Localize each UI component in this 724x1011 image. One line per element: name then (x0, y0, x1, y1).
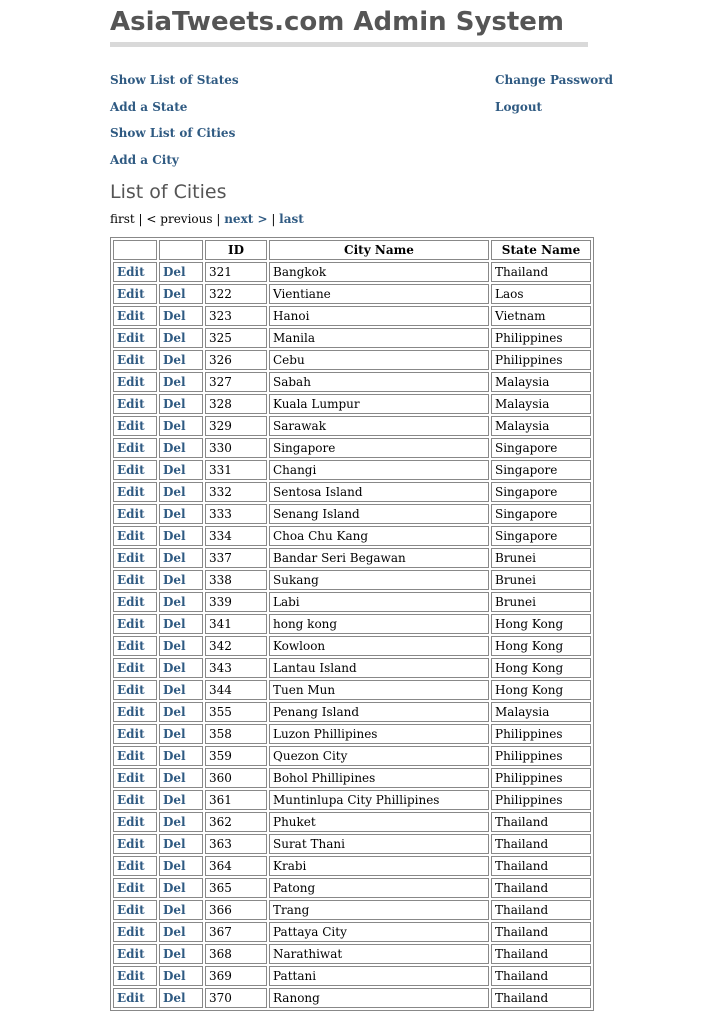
edit-link[interactable]: Edit (117, 397, 145, 411)
delete-link[interactable]: Del (163, 683, 186, 697)
edit-link[interactable]: Edit (117, 947, 145, 961)
cities-table (110, 237, 594, 1011)
city-name: Lantau Island (269, 658, 489, 678)
edit-cell (113, 350, 157, 370)
edit-link[interactable]: Edit (117, 353, 145, 367)
city-id: 328 (205, 394, 267, 414)
header-delete-column (159, 240, 203, 260)
city-name: Trang (269, 900, 489, 920)
delete-link[interactable]: Del (163, 551, 186, 565)
delete-link[interactable]: Del (163, 727, 186, 741)
city-name: Hanoi (269, 306, 489, 326)
table-row (113, 350, 591, 370)
table-row (113, 614, 591, 634)
state-name: Laos (491, 284, 591, 304)
delete-link[interactable]: Del (163, 771, 186, 785)
edit-link[interactable]: Edit (117, 529, 145, 543)
site-title: AsiaTweets.com Admin System (110, 7, 565, 37)
edit-link[interactable]: Edit (117, 661, 145, 675)
state-name: Brunei (491, 592, 591, 612)
edit-cell (113, 988, 157, 1008)
header-city-name: City Name (269, 240, 489, 260)
table-row (113, 328, 591, 348)
pagination (110, 212, 588, 227)
edit-link[interactable]: Edit (117, 617, 145, 631)
city-name: Vientiane (269, 284, 489, 304)
state-name: Malaysia (491, 394, 591, 414)
delete-cell (159, 878, 203, 898)
city-id: 355 (205, 702, 267, 722)
pager-next-link[interactable]: next > (224, 212, 268, 226)
city-name: Quezon City (269, 746, 489, 766)
city-name: Kowloon (269, 636, 489, 656)
table-row (113, 526, 591, 546)
table-row (113, 306, 591, 326)
edit-cell (113, 460, 157, 480)
delete-link[interactable]: Del (163, 331, 186, 345)
edit-link[interactable]: Edit (117, 683, 145, 697)
pager-last-link[interactable]: last (279, 212, 304, 226)
delete-cell (159, 790, 203, 810)
table-row (113, 746, 591, 766)
city-name: Bangkok (269, 262, 489, 282)
table-row (113, 966, 591, 986)
edit-cell (113, 328, 157, 348)
nav-add-state-link[interactable]: Add a State (110, 100, 188, 114)
pager-first: first (110, 212, 135, 226)
delete-link[interactable]: Del (163, 419, 186, 433)
city-id: 343 (205, 658, 267, 678)
edit-link[interactable]: Edit (117, 749, 145, 763)
edit-link[interactable]: Edit (117, 551, 145, 565)
edit-cell (113, 790, 157, 810)
edit-cell (113, 812, 157, 832)
edit-link[interactable]: Edit (117, 705, 145, 719)
edit-cell (113, 306, 157, 326)
city-name: Choa Chu Kang (269, 526, 489, 546)
city-id: 338 (205, 570, 267, 590)
state-name: Malaysia (491, 372, 591, 392)
nav-add-city-link[interactable]: Add a City (110, 153, 179, 167)
city-id: 365 (205, 878, 267, 898)
city-id: 334 (205, 526, 267, 546)
city-id: 326 (205, 350, 267, 370)
delete-cell (159, 614, 203, 634)
table-row (113, 548, 591, 568)
table-row (113, 592, 591, 612)
edit-cell (113, 570, 157, 590)
edit-link[interactable]: Edit (117, 375, 145, 389)
delete-cell (159, 746, 203, 766)
delete-cell (159, 504, 203, 524)
city-name: Tuen Mun (269, 680, 489, 700)
delete-cell (159, 416, 203, 436)
city-name: Cebu (269, 350, 489, 370)
pager-separator: | (212, 212, 225, 226)
edit-link[interactable]: Edit (117, 463, 145, 477)
edit-cell (113, 834, 157, 854)
city-id: 329 (205, 416, 267, 436)
city-id: 333 (205, 504, 267, 524)
edit-cell (113, 746, 157, 766)
delete-link[interactable]: Del (163, 793, 186, 807)
delete-link[interactable]: Del (163, 287, 186, 301)
delete-cell (159, 570, 203, 590)
edit-link[interactable]: Edit (117, 859, 145, 873)
delete-cell (159, 944, 203, 964)
state-name: Singapore (491, 438, 591, 458)
title-divider (110, 42, 588, 47)
pager-separator: | (267, 212, 280, 226)
delete-cell (159, 262, 203, 282)
edit-cell (113, 372, 157, 392)
table-row (113, 394, 591, 414)
table-row (113, 900, 591, 920)
city-name: Muntinlupa City Phillipines (269, 790, 489, 810)
city-name: Labi (269, 592, 489, 612)
nav-show-states-link[interactable]: Show List of States (110, 73, 239, 87)
edit-link[interactable]: Edit (117, 265, 145, 279)
delete-cell (159, 658, 203, 678)
table-row (113, 856, 591, 876)
delete-link[interactable]: Del (163, 859, 186, 873)
edit-cell (113, 658, 157, 678)
table-row (113, 438, 591, 458)
state-name: Philippines (491, 768, 591, 788)
edit-cell (113, 284, 157, 304)
edit-cell (113, 724, 157, 744)
delete-cell (159, 834, 203, 854)
delete-link[interactable]: Del (163, 881, 186, 895)
table-row (113, 570, 591, 590)
city-id: 322 (205, 284, 267, 304)
delete-link[interactable]: Del (163, 969, 186, 983)
delete-cell (159, 284, 203, 304)
delete-cell (159, 328, 203, 348)
table-row (113, 284, 591, 304)
edit-cell (113, 526, 157, 546)
header-id: ID (205, 240, 267, 260)
table-header-row (113, 240, 591, 260)
delete-cell (159, 592, 203, 612)
city-id: 359 (205, 746, 267, 766)
city-id: 363 (205, 834, 267, 854)
edit-cell (113, 966, 157, 986)
state-name: Hong Kong (491, 636, 591, 656)
delete-cell (159, 702, 203, 722)
state-name: Philippines (491, 746, 591, 766)
state-name: Singapore (491, 482, 591, 502)
delete-link[interactable]: Del (163, 705, 186, 719)
delete-link[interactable]: Del (163, 573, 186, 587)
edit-cell (113, 768, 157, 788)
edit-link[interactable]: Edit (117, 573, 145, 587)
edit-cell (113, 394, 157, 414)
state-name: Thailand (491, 812, 591, 832)
table-row (113, 878, 591, 898)
table-row (113, 922, 591, 942)
city-id: 332 (205, 482, 267, 502)
city-name: Narathiwat (269, 944, 489, 964)
delete-link[interactable]: Del (163, 485, 186, 499)
city-id: 327 (205, 372, 267, 392)
state-name: Thailand (491, 966, 591, 986)
delete-link[interactable]: Del (163, 925, 186, 939)
state-name: Vietnam (491, 306, 591, 326)
edit-cell (113, 856, 157, 876)
city-name: Sukang (269, 570, 489, 590)
header-edit-column (113, 240, 157, 260)
page-container (110, 0, 614, 227)
table-row (113, 636, 591, 656)
table-row (113, 834, 591, 854)
edit-link[interactable]: Edit (117, 991, 145, 1005)
delete-cell (159, 724, 203, 744)
delete-cell (159, 548, 203, 568)
edit-cell (113, 482, 157, 502)
city-name: Bandar Seri Begawan (269, 548, 489, 568)
edit-link[interactable]: Edit (117, 771, 145, 785)
edit-link[interactable]: Edit (117, 331, 145, 345)
city-id: 364 (205, 856, 267, 876)
table-row (113, 372, 591, 392)
edit-cell (113, 636, 157, 656)
delete-link[interactable]: Del (163, 463, 186, 477)
state-name: Hong Kong (491, 658, 591, 678)
city-id: 337 (205, 548, 267, 568)
nav-show-cities-link[interactable]: Show List of Cities (110, 126, 236, 140)
state-name: Thailand (491, 856, 591, 876)
edit-cell (113, 680, 157, 700)
edit-cell (113, 262, 157, 282)
state-name: Thailand (491, 922, 591, 942)
pager-separator: | (134, 212, 147, 226)
edit-cell (113, 878, 157, 898)
edit-link[interactable]: Edit (117, 309, 145, 323)
city-name: Krabi (269, 856, 489, 876)
city-name: Patong (269, 878, 489, 898)
city-name: Penang Island (269, 702, 489, 722)
city-name: Phuket (269, 812, 489, 832)
table-row (113, 680, 591, 700)
city-id: 331 (205, 460, 267, 480)
city-name: Manila (269, 328, 489, 348)
state-name: Malaysia (491, 702, 591, 722)
city-name: hong kong (269, 614, 489, 634)
edit-cell (113, 438, 157, 458)
delete-link[interactable]: Del (163, 947, 186, 961)
delete-link[interactable]: Del (163, 837, 186, 851)
delete-link[interactable]: Del (163, 507, 186, 521)
city-name: Pattani (269, 966, 489, 986)
edit-cell (113, 614, 157, 634)
table-row (113, 790, 591, 810)
state-name: Brunei (491, 570, 591, 590)
city-id: 360 (205, 768, 267, 788)
state-name: Malaysia (491, 416, 591, 436)
state-name: Thailand (491, 944, 591, 964)
edit-link[interactable]: Edit (117, 793, 145, 807)
table-row (113, 944, 591, 964)
table-row (113, 460, 591, 480)
edit-link[interactable]: Edit (117, 507, 145, 521)
city-name: Sarawak (269, 416, 489, 436)
table-row (113, 724, 591, 744)
delete-link[interactable]: Del (163, 265, 186, 279)
state-name: Hong Kong (491, 680, 591, 700)
delete-link[interactable]: Del (163, 903, 186, 917)
edit-link[interactable]: Edit (117, 639, 145, 653)
edit-cell (113, 702, 157, 722)
table-row (113, 262, 591, 282)
city-id: 344 (205, 680, 267, 700)
edit-link[interactable]: Edit (117, 441, 145, 455)
table-row (113, 812, 591, 832)
delete-link[interactable]: Del (163, 375, 186, 389)
edit-cell (113, 900, 157, 920)
state-name: Thailand (491, 988, 591, 1008)
delete-cell (159, 680, 203, 700)
city-name: Senang Island (269, 504, 489, 524)
city-id: 361 (205, 790, 267, 810)
city-name: Sentosa Island (269, 482, 489, 502)
delete-cell (159, 394, 203, 414)
edit-cell (113, 922, 157, 942)
delete-link[interactable]: Del (163, 529, 186, 543)
city-id: 341 (205, 614, 267, 634)
delete-cell (159, 438, 203, 458)
delete-cell (159, 768, 203, 788)
state-name: Singapore (491, 460, 591, 480)
table-row (113, 658, 591, 678)
table-row (113, 702, 591, 722)
table-row (113, 416, 591, 436)
page-heading: List of Cities (110, 181, 227, 203)
delete-cell (159, 636, 203, 656)
state-name: Brunei (491, 548, 591, 568)
delete-link[interactable]: Del (163, 397, 186, 411)
city-name: Ranong (269, 988, 489, 1008)
delete-cell (159, 812, 203, 832)
table-row (113, 988, 591, 1008)
delete-link[interactable]: Del (163, 639, 186, 653)
edit-cell (113, 944, 157, 964)
delete-cell (159, 526, 203, 546)
city-name: Surat Thani (269, 834, 489, 854)
state-name: Philippines (491, 724, 591, 744)
state-name: Philippines (491, 328, 591, 348)
city-id: 325 (205, 328, 267, 348)
delete-cell (159, 350, 203, 370)
edit-link[interactable]: Edit (117, 287, 145, 301)
city-id: 368 (205, 944, 267, 964)
city-id: 369 (205, 966, 267, 986)
city-id: 339 (205, 592, 267, 612)
delete-cell (159, 482, 203, 502)
city-name: Sabah (269, 372, 489, 392)
state-name: Singapore (491, 504, 591, 524)
city-id: 362 (205, 812, 267, 832)
delete-cell (159, 966, 203, 986)
delete-cell (159, 856, 203, 876)
state-name: Thailand (491, 900, 591, 920)
edit-link[interactable]: Edit (117, 925, 145, 939)
edit-link[interactable]: Edit (117, 419, 145, 433)
city-name: Bohol Phillipines (269, 768, 489, 788)
delete-cell (159, 988, 203, 1008)
state-name: Thailand (491, 262, 591, 282)
delete-link[interactable]: Del (163, 661, 186, 675)
edit-link[interactable]: Edit (117, 881, 145, 895)
city-id: 323 (205, 306, 267, 326)
edit-cell (113, 416, 157, 436)
city-name: Luzon Phillipines (269, 724, 489, 744)
delete-cell (159, 460, 203, 480)
city-id: 342 (205, 636, 267, 656)
table-row (113, 482, 591, 502)
logout-link[interactable]: Logout (495, 100, 543, 114)
delete-link[interactable]: Del (163, 617, 186, 631)
delete-link[interactable]: Del (163, 441, 186, 455)
header-state-name: State Name (491, 240, 591, 260)
edit-link[interactable]: Edit (117, 485, 145, 499)
delete-cell (159, 306, 203, 326)
admin-nav (110, 65, 614, 177)
edit-link[interactable]: Edit (117, 837, 145, 851)
delete-cell (159, 922, 203, 942)
edit-cell (113, 548, 157, 568)
edit-link[interactable]: Edit (117, 969, 145, 983)
edit-cell (113, 592, 157, 612)
delete-link[interactable]: Del (163, 749, 186, 763)
city-name: Pattaya City (269, 922, 489, 942)
delete-cell (159, 372, 203, 392)
change-password-link[interactable]: Change Password (495, 73, 614, 87)
edit-link[interactable]: Edit (117, 903, 145, 917)
city-id: 330 (205, 438, 267, 458)
city-id: 321 (205, 262, 267, 282)
city-name: Kuala Lumpur (269, 394, 489, 414)
state-name: Thailand (491, 834, 591, 854)
city-id: 366 (205, 900, 267, 920)
city-name: Singapore (269, 438, 489, 458)
state-name: Thailand (491, 878, 591, 898)
delete-link[interactable]: Del (163, 991, 186, 1005)
state-name: Singapore (491, 526, 591, 546)
delete-cell (159, 900, 203, 920)
state-name: Hong Kong (491, 614, 591, 634)
edit-link[interactable]: Edit (117, 815, 145, 829)
city-id: 370 (205, 988, 267, 1008)
city-name: Changi (269, 460, 489, 480)
delete-link[interactable]: Del (163, 353, 186, 367)
delete-link[interactable]: Del (163, 595, 186, 609)
edit-link[interactable]: Edit (117, 727, 145, 741)
delete-link[interactable]: Del (163, 309, 186, 323)
state-name: Philippines (491, 790, 591, 810)
pager-previous: < previous (146, 212, 213, 226)
state-name: Philippines (491, 350, 591, 370)
table-body (113, 262, 591, 1008)
city-id: 367 (205, 922, 267, 942)
edit-cell (113, 504, 157, 524)
table-row (113, 504, 591, 524)
table-row (113, 768, 591, 788)
edit-link[interactable]: Edit (117, 595, 145, 609)
delete-link[interactable]: Del (163, 815, 186, 829)
city-id: 358 (205, 724, 267, 744)
